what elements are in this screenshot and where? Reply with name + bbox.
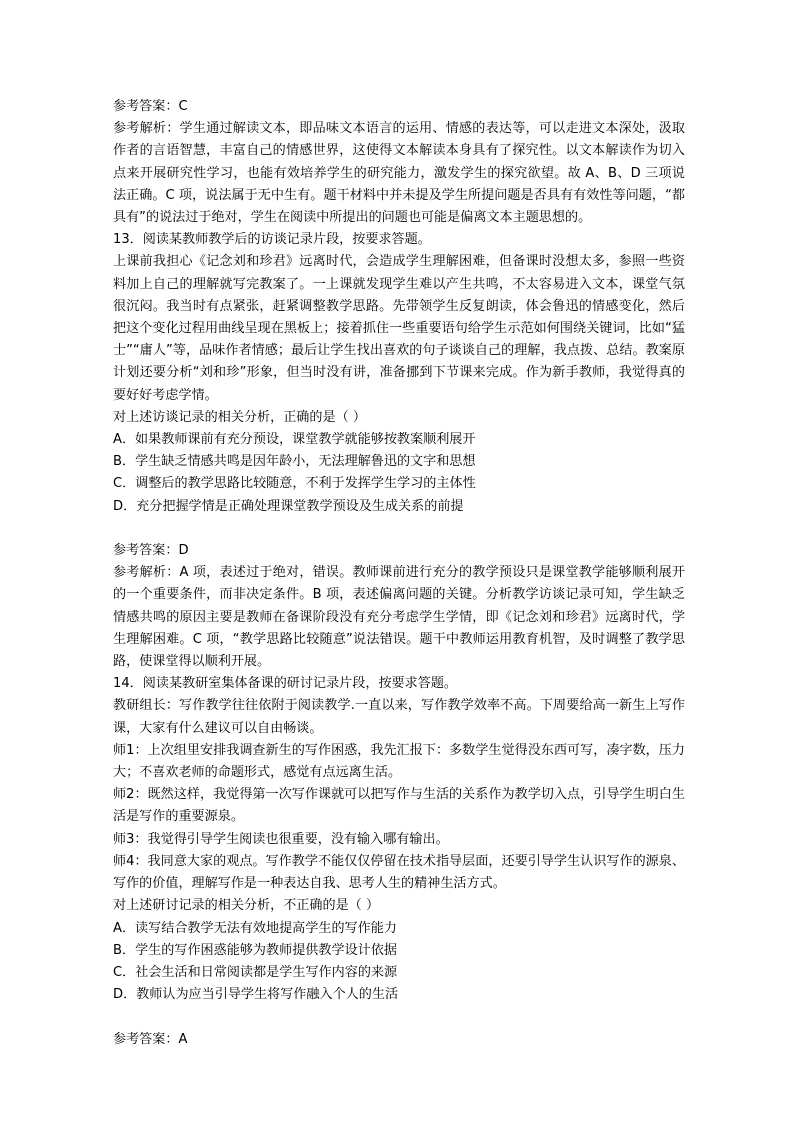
q14-question-line: 对上述研讨记录的相关分析，不正确的是（ ） [113, 898, 380, 914]
q13-material-paragraph: 上课前我担心《记念刘和珍君》远离时代，会造成学生理解困难，但备课时没想太多，参照一些资料加上自己的理解就写完教案了。一上课就发现学生难以产生共鸣，不太容易进入文本，课堂气氛很沉闷。我当时有点紧张，赶紧调整教学思路。先带领学生反复朗读，体会鲁迅的情感变化，然后把这个变化过程用曲线呈现在黑板上；接着抓住一些重要语句给学生示范如何围绕关键词，比如“猛士”“庸人”等，品味作者情感；最后让学生找出喜欢的句子谈谈自己的理解，我点拨、总结。教案原计划还要分析“刘和珍”形象，但当时没有讲，准备挪到下节课来完成。作为新手教师，我觉得真的要好好考虑学情。 [113, 254, 685, 403]
q13-question-line: 对上述访谈记录的相关分析，正确的是（ ） [113, 409, 366, 425]
q13-analysis-paragraph: 参考解析：A 项，表述过于绝对，错误。教师课前进行充分的教学预设只是课堂教学能够顺利展开的一个重要条件，而非决定条件。B 项，表述偏离问题的关键。分析教学访谈记录可知，学生缺乏情感共鸣的原因主要是教师在备课阶段没有充分考虑学生学情，即《记念刘和珍君》远离时代，学生理解困难。C 项，“教学思路比较随意”说法错误。题干中教师运用教育机智，及时调整了教学思路，使课堂得以顺利开展。 [113, 565, 685, 670]
q14-option-a[interactable]: A．读写结合教学无法有效地提高学生的写作能力 [113, 920, 397, 936]
q14-material-leader: 教研组长：写作教学往往依附于阅读教学.一直以来，写作教学效率不高。下周要给高一新生上写作课，大家有什么建议可以自由畅谈。 [113, 698, 685, 736]
q14-material-teacher-2: 师2：既然这样，我觉得第一次写作课就可以把写作与生活的关系作为教学切入点，引导学生明白生活是写作的重要源泉。 [113, 787, 685, 825]
q13-option-c[interactable]: C．调整后的教学思路比较随意，不利于发挥学生学习的主体性 [113, 476, 476, 492]
q13-stem: 13．阅读某教师教学后的访谈记录片段，按要求答题。 [113, 232, 431, 248]
q12-answer-line: 参考答案：C [113, 99, 188, 114]
q14-answer-line: 参考答案：A [113, 1031, 188, 1047]
q13-option-a[interactable]: A．如果教师课前有充分预设，课堂教学就能够按教案顺利展开 [113, 432, 476, 448]
section-spacer-2 [113, 1006, 685, 1028]
q14-material-teacher-1: 师1：上次组里安排我调查新生的写作困惑，我先汇报下：多数学生觉得没东西可写，凑字数，压力大；不喜欢老师的命题形式，感觉有点远离生活。 [113, 742, 685, 781]
q13-option-b[interactable]: B．学生缺乏情感共鸣是因年龄小，无法理解鲁迅的文字和思想 [113, 454, 476, 470]
q14-option-c[interactable]: C．社会生活和日常阅读都是学生写作内容的来源 [113, 964, 398, 980]
q14-material-teacher-3: 师3：我觉得引导学生阅读也很重要，没有输入哪有输出。 [113, 831, 449, 847]
q14-option-b[interactable]: B．学生的写作困惑能够为教师提供教学设计依据 [113, 942, 397, 958]
section-spacer-1 [113, 518, 685, 540]
q12-analysis-paragraph: 参考解析：学生通过解读文本，即品味文本语言的运用、情感的表达等，可以走进文本深处，汲取作者的言语智慧，丰富自己的情感世界，这使得文本解读本身具有了探究性。以文本解读作为切入点来开展研究性学习，也能有效培养学生的研究能力，激发学生的探究欲望。故 A、B、D 三项说法正确。C 项，说法属于无中生有。题干材料中并未提及学生所提问题是否具有有效性等问题，“都具有”的说法过于绝对，学生在阅读中所提出的问题也可能是偏离文本主题思想的。 [113, 121, 685, 226]
q13-option-d[interactable]: D．充分把握学情是正确处理课堂教学预设及生成关系的前提 [113, 498, 464, 514]
document-text-body [113, 96, 685, 1051]
q14-stem: 14．阅读某教研室集体备课的研讨记录片段，按要求答题。 [113, 676, 458, 692]
q13-answer-line: 参考答案：D [113, 543, 189, 559]
q14-material-teacher-4: 师4：我同意大家的观点。写作教学不能仅仅停留在技术指导层面，还要引导学生认识写作的源泉、写作的价值，理解写作是一种表达自我、思考人生的精神生活方式。 [113, 853, 685, 892]
q14-option-d[interactable]: D．教师认为应当引导学生将写作融入个人的生活 [113, 987, 399, 1003]
